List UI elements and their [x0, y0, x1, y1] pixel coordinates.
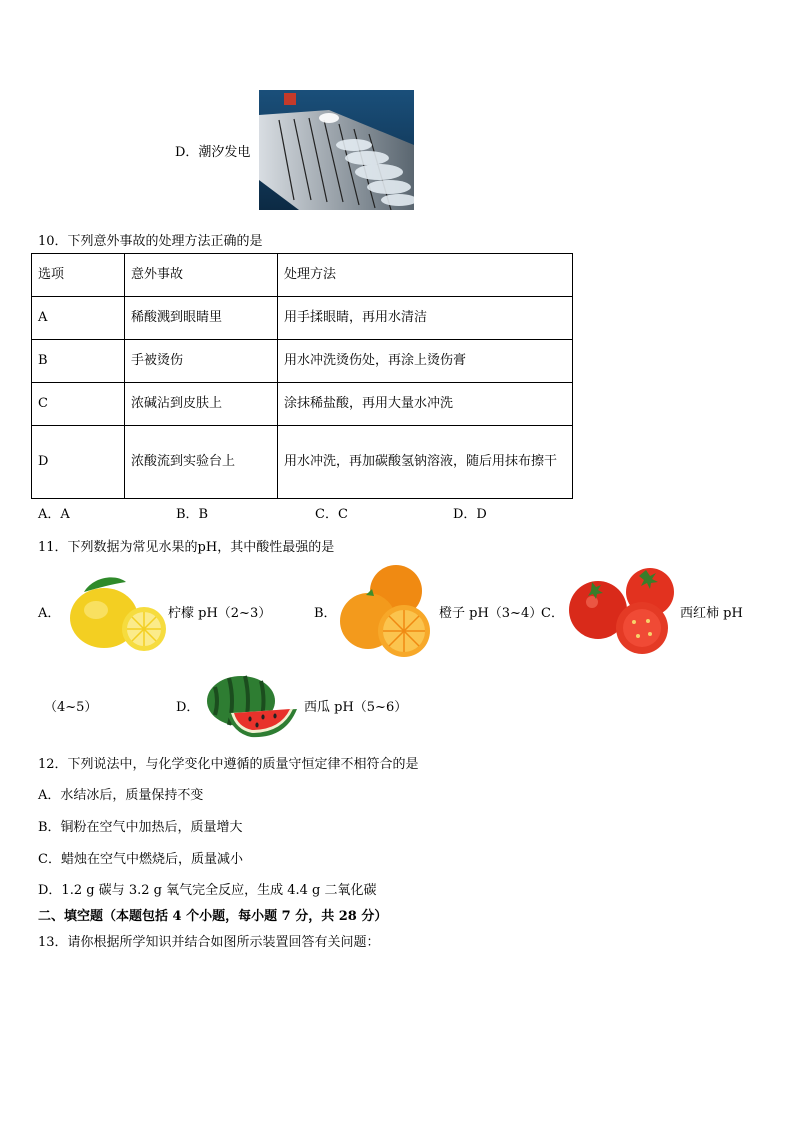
table-header-row	[32, 254, 573, 297]
watermelon-photo	[205, 675, 300, 739]
accident-table	[31, 253, 573, 499]
orange-photo	[336, 563, 436, 658]
table-row	[32, 340, 573, 383]
cell-option: B	[32, 340, 125, 383]
header-method: 处理方法	[278, 254, 573, 297]
header-accident: 意外事故	[125, 254, 278, 297]
q12-option-c: C．蜡烛在空气中燃烧后，质量减小	[38, 852, 243, 867]
q11-letter-c: C．	[541, 606, 564, 621]
q10-choice-a: A．A	[38, 507, 70, 522]
q13-stem: 13．请你根据所学知识并结合如图所示装置回答有关问题：	[38, 935, 380, 950]
section-heading: 二、填空题（本题包括 4 个小题，每小题 7 分，共 28 分）	[38, 909, 388, 924]
q12-option-d: D．1.2 g 碳与 3.2 g 氧气完全反应，生成 4.4 g 二氧化碳	[38, 883, 377, 898]
cell-accident: 手被烫伤	[125, 340, 278, 383]
cell-option: C	[32, 383, 125, 426]
cell-method: 用水冲洗，再加碳酸氢钠溶液，随后用抹布擦干	[278, 426, 573, 499]
cell-method: 涂抹稀盐酸，再用大量水冲洗	[278, 383, 573, 426]
q9-option-d: D．潮汐发电	[175, 145, 251, 160]
q11-text-c-cont: （4~5）	[44, 700, 98, 715]
cell-option: D	[32, 426, 125, 499]
cell-accident: 稀酸溅到眼睛里	[125, 297, 278, 340]
cell-accident: 浓碱沾到皮肤上	[125, 383, 278, 426]
q10-choice-c: C．C	[315, 507, 348, 522]
q12-option-a: A．水结冰后，质量保持不变	[38, 788, 204, 803]
q11-letter-a: A．	[38, 606, 61, 621]
lemon-photo	[64, 574, 166, 654]
q11-text-d: 西瓜 pH（5~6）	[304, 700, 408, 715]
table-row	[32, 426, 573, 499]
tidal-power-photo	[259, 90, 414, 210]
table-row	[32, 297, 573, 340]
q10-stem: 10．下列意外事故的处理方法正确的是	[38, 234, 263, 249]
q10-choice-b: B．B	[176, 507, 209, 522]
cell-method: 用手揉眼睛，再用水清洁	[278, 297, 573, 340]
q11-text-a: 柠檬 pH（2~3）	[168, 606, 272, 621]
cell-method: 用水冲洗烫伤处，再涂上烫伤膏	[278, 340, 573, 383]
q12-option-b: B．铜粉在空气中加热后，质量增大	[38, 820, 243, 835]
q12-stem: 12．下列说法中，与化学变化中遵循的质量守恒定律不相符合的是	[38, 757, 419, 772]
q11-letter-d: D．	[176, 700, 200, 715]
q11-stem: 11．下列数据为常见水果的pH，其中酸性最强的是	[38, 540, 335, 555]
header-option: 选项	[32, 254, 125, 297]
cell-option: A	[32, 297, 125, 340]
table-row	[32, 383, 573, 426]
tomato-photo	[568, 566, 676, 654]
q11-letter-b: B．	[314, 606, 337, 621]
cell-accident: 浓酸流到实验台上	[125, 426, 278, 499]
q11-text-b: 橙子 pH（3~4）	[439, 606, 543, 621]
q11-text-c: 西红柿 pH	[680, 606, 743, 621]
q10-choice-d: D．D	[453, 507, 487, 522]
